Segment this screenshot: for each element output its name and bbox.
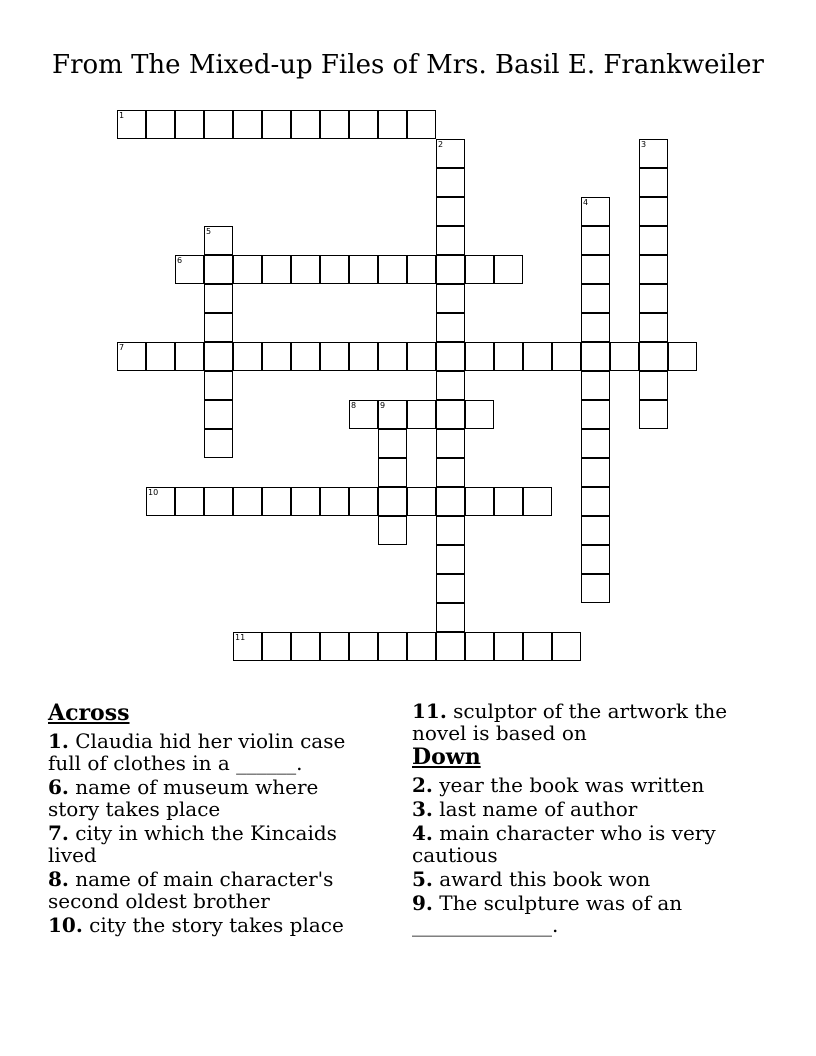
grid-cell[interactable]: [581, 487, 610, 516]
grid-cell[interactable]: [262, 110, 291, 139]
grid-cell[interactable]: [262, 487, 291, 516]
clue-text: sculptor of the artwork the novel is based on: [412, 699, 728, 745]
clue-number: 11.: [412, 699, 447, 723]
cell-number-4: 4: [583, 198, 589, 207]
grid-cell[interactable]: [581, 574, 610, 603]
grid-cell[interactable]: [436, 516, 465, 545]
grid-cell[interactable]: [436, 371, 465, 400]
grid-cell[interactable]: [291, 110, 320, 139]
grid-cell[interactable]: [233, 487, 262, 516]
grid-cell[interactable]: [436, 139, 465, 168]
grid-cell[interactable]: [581, 545, 610, 574]
grid-cell[interactable]: [378, 342, 407, 371]
grid-cell[interactable]: [523, 342, 552, 371]
grid-cell[interactable]: [233, 632, 262, 661]
grid-cell[interactable]: [668, 342, 697, 371]
clue-across-6: [48, 776, 368, 820]
grid-cell[interactable]: [378, 110, 407, 139]
grid-cell[interactable]: [175, 255, 204, 284]
grid-cell[interactable]: [639, 168, 668, 197]
grid-cell[interactable]: [204, 284, 233, 313]
clue-across-7: [48, 822, 368, 866]
grid-cell[interactable]: [204, 313, 233, 342]
grid-cell[interactable]: [465, 487, 494, 516]
grid-cell[interactable]: [581, 429, 610, 458]
grid-cell[interactable]: [378, 458, 407, 487]
grid-cell[interactable]: [436, 313, 465, 342]
grid-cell[interactable]: [407, 110, 436, 139]
grid-cell[interactable]: [436, 429, 465, 458]
clue-text: Claudia hid her violin case full of clothes in a ______.: [48, 729, 346, 775]
grid-cell[interactable]: [639, 371, 668, 400]
grid-cell[interactable]: [436, 226, 465, 255]
clue-text: award this book won: [439, 867, 651, 891]
cell-number-10: 10: [148, 488, 159, 497]
grid-cell[interactable]: [204, 226, 233, 255]
grid-cell[interactable]: [407, 400, 436, 429]
grid-cell[interactable]: [552, 342, 581, 371]
grid-cell[interactable]: [436, 255, 465, 284]
clue-number: 6.: [48, 775, 69, 799]
grid-cell[interactable]: [407, 487, 436, 516]
grid-cell[interactable]: [320, 632, 349, 661]
clue-number: 7.: [48, 821, 69, 845]
grid-cell[interactable]: [581, 226, 610, 255]
grid-cell[interactable]: [494, 342, 523, 371]
grid-cell[interactable]: [436, 342, 465, 371]
grid-cell[interactable]: [349, 110, 378, 139]
grid-cell[interactable]: [349, 487, 378, 516]
grid-cell[interactable]: [204, 400, 233, 429]
clue-down-3: [412, 798, 752, 820]
cell-number-9: 9: [380, 401, 386, 410]
grid-cell[interactable]: [291, 487, 320, 516]
clue-number: 4.: [412, 821, 433, 845]
grid-cell[interactable]: [494, 487, 523, 516]
grid-cell[interactable]: [581, 284, 610, 313]
clue-number: 3.: [412, 797, 433, 821]
across-heading: Across: [48, 700, 130, 726]
grid-cell[interactable]: [639, 139, 668, 168]
cell-number-7: 7: [119, 343, 125, 352]
clue-text: city in which the Kincaids lived: [48, 821, 337, 867]
grid-cell[interactable]: [494, 632, 523, 661]
grid-cell[interactable]: [639, 284, 668, 313]
cell-number-1: 1: [119, 111, 125, 120]
cell-number-8: 8: [351, 401, 357, 410]
grid-cell[interactable]: [291, 632, 320, 661]
grid-cell[interactable]: [262, 255, 291, 284]
grid-cell[interactable]: [436, 197, 465, 226]
grid-cell[interactable]: [117, 342, 146, 371]
clue-number: 10.: [48, 913, 83, 937]
grid-cell[interactable]: [465, 400, 494, 429]
grid-cell[interactable]: [320, 255, 349, 284]
grid-cell[interactable]: [349, 255, 378, 284]
grid-cell[interactable]: [436, 632, 465, 661]
cell-number-2: 2: [438, 140, 444, 149]
grid-cell[interactable]: [639, 400, 668, 429]
grid-cell[interactable]: [581, 197, 610, 226]
grid-cell[interactable]: [436, 168, 465, 197]
grid-cell[interactable]: [436, 458, 465, 487]
grid-cell[interactable]: [436, 400, 465, 429]
grid-cell[interactable]: [465, 632, 494, 661]
puzzle-title: From The Mixed-up Files of Mrs. Basil E. Frankweiler: [52, 50, 764, 80]
grid-cell[interactable]: [639, 313, 668, 342]
grid-cell[interactable]: [581, 342, 610, 371]
grid-cell[interactable]: [349, 342, 378, 371]
clue-number: 9.: [412, 891, 433, 915]
clue-number: 8.: [48, 867, 69, 891]
grid-cell[interactable]: [552, 632, 581, 661]
clue-down-2: [412, 774, 752, 796]
grid-cell[interactable]: [233, 342, 262, 371]
grid-cell[interactable]: [581, 400, 610, 429]
grid-cell[interactable]: [436, 603, 465, 632]
grid-cell[interactable]: [204, 487, 233, 516]
grid-cell[interactable]: [639, 226, 668, 255]
grid-cell[interactable]: [320, 110, 349, 139]
grid-cell[interactable]: [436, 545, 465, 574]
clue-text: main character who is very cautious: [412, 821, 716, 867]
cell-number-3: 3: [641, 140, 647, 149]
grid-cell[interactable]: [407, 255, 436, 284]
grid-cell[interactable]: [175, 487, 204, 516]
cell-number-5: 5: [206, 227, 212, 236]
grid-cell[interactable]: [378, 255, 407, 284]
clue-down-4: [412, 822, 752, 866]
grid-cell[interactable]: [175, 342, 204, 371]
grid-cell[interactable]: [378, 487, 407, 516]
grid-cell[interactable]: [320, 342, 349, 371]
grid-cell[interactable]: [291, 342, 320, 371]
grid-cell[interactable]: [233, 255, 262, 284]
grid-cell[interactable]: [494, 255, 523, 284]
grid-cell[interactable]: [204, 255, 233, 284]
grid-cell[interactable]: [581, 516, 610, 545]
clue-number: 5.: [412, 867, 433, 891]
grid-cell[interactable]: [639, 197, 668, 226]
grid-cell[interactable]: [262, 342, 291, 371]
grid-cell[interactable]: [175, 110, 204, 139]
clue-down-9: [412, 892, 752, 936]
clue-text: last name of author: [439, 797, 638, 821]
clue-across-8: [48, 868, 368, 912]
grid-cell[interactable]: [436, 487, 465, 516]
grid-cell[interactable]: [581, 371, 610, 400]
grid-cell[interactable]: [523, 632, 552, 661]
grid-cell[interactable]: [610, 342, 639, 371]
grid-cell[interactable]: [204, 371, 233, 400]
clue-down-5: [412, 868, 752, 890]
grid-cell[interactable]: [204, 110, 233, 139]
grid-cell[interactable]: [233, 110, 262, 139]
clue-across-1: [48, 730, 368, 774]
grid-cell[interactable]: [378, 632, 407, 661]
grid-cell[interactable]: [581, 313, 610, 342]
grid-cell[interactable]: [639, 342, 668, 371]
grid-cell[interactable]: [204, 342, 233, 371]
grid-cell[interactable]: [349, 400, 378, 429]
grid-cell[interactable]: [407, 342, 436, 371]
clue-text: name of museum where story takes place: [48, 775, 319, 821]
cell-number-6: 6: [177, 256, 183, 265]
grid-cell[interactable]: [581, 458, 610, 487]
grid-cell[interactable]: [581, 255, 610, 284]
down-heading: Down: [412, 744, 481, 770]
grid-cell[interactable]: [204, 429, 233, 458]
cell-number-11: 11: [235, 633, 246, 642]
grid-cell[interactable]: [436, 284, 465, 313]
grid-cell[interactable]: [291, 255, 320, 284]
clue-across-10: [48, 914, 368, 936]
grid-cell[interactable]: [465, 342, 494, 371]
grid-cell[interactable]: [262, 632, 291, 661]
grid-cell[interactable]: [523, 487, 552, 516]
grid-cell[interactable]: [378, 516, 407, 545]
clue-number: 1.: [48, 729, 69, 753]
grid-cell[interactable]: [407, 632, 436, 661]
grid-cell[interactable]: [465, 255, 494, 284]
clue-text: The sculpture was of an ______________.: [412, 891, 683, 937]
clue-text: city the story takes place: [89, 913, 344, 937]
grid-cell[interactable]: [146, 487, 175, 516]
grid-cell[interactable]: [117, 110, 146, 139]
clues-left-column: [48, 700, 368, 938]
grid-cell[interactable]: [378, 429, 407, 458]
clue-text: year the book was written: [439, 773, 705, 797]
grid-cell[interactable]: [349, 632, 378, 661]
clue-across-11: [412, 700, 752, 744]
grid-cell[interactable]: [146, 342, 175, 371]
clue-text: name of main character's second oldest brother: [48, 867, 334, 913]
grid-cell[interactable]: [639, 255, 668, 284]
clue-number: 2.: [412, 773, 433, 797]
grid-cell[interactable]: [378, 400, 407, 429]
grid-cell[interactable]: [436, 574, 465, 603]
clues-right-column: [412, 700, 752, 938]
grid-cell[interactable]: [146, 110, 175, 139]
grid-cell[interactable]: [320, 487, 349, 516]
